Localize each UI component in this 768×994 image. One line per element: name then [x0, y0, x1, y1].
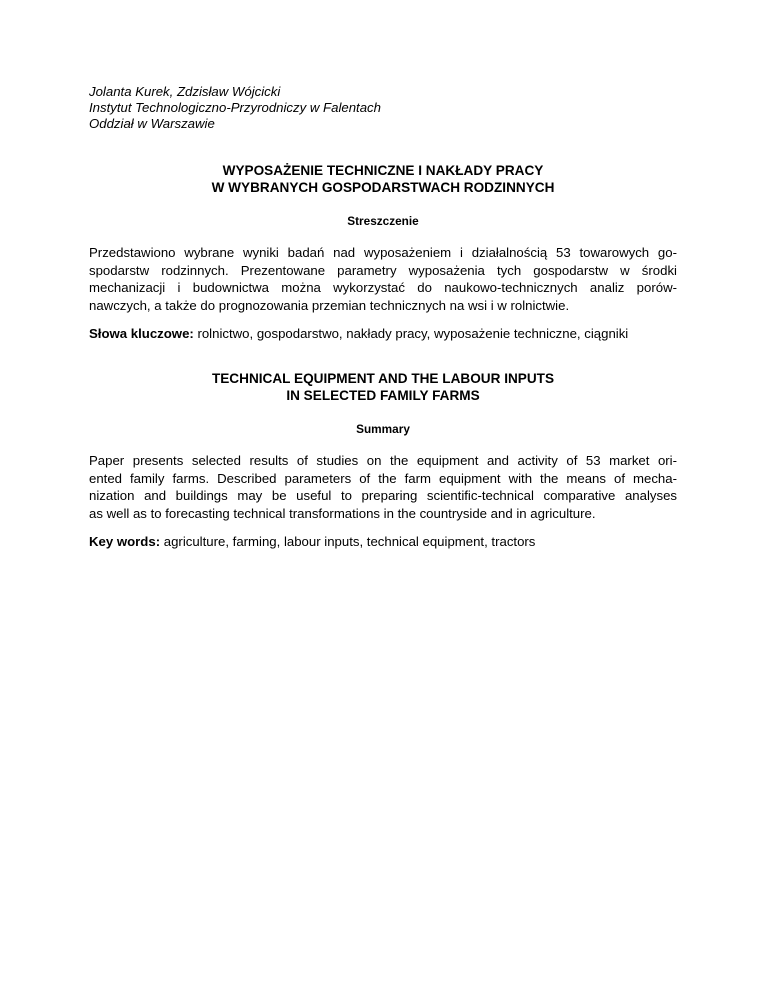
english-abstract	[89, 452, 677, 522]
polish-title-line: W WYBRANYCH GOSPODARSTWACH RODZINNYCH	[211, 180, 555, 195]
polish-keywords-list: rolnictwo, gospodarstwo, nakłady pracy, wyposażenie techniczne, ciągniki	[193, 326, 629, 341]
english-abstract-heading: Summary	[356, 422, 410, 436]
english-title	[89, 370, 677, 404]
polish-title-line: WYPOSAŻENIE TECHNICZNE I NAKŁADY PRACY	[222, 163, 544, 178]
english-title-line: IN SELECTED FAMILY FARMS	[286, 388, 480, 403]
polish-abstract-line: nawczych, a także do prognozowania przemian technicznych na wsi i w rolnictwie.	[89, 297, 570, 313]
english-abstract-line: as well as to forecasting technical transformations in the countryside and in agriculture.	[89, 505, 596, 521]
paper-page	[89, 84, 677, 550]
author-block	[89, 84, 677, 132]
english-keywords-list: agriculture, farming, labour inputs, technical equipment, tractors	[160, 534, 536, 549]
polish-abstract	[89, 244, 677, 314]
polish-abstract-line: Przedstawiono wybrane wyniki badań nad wyposażeniem i działalnością 53 towarowych go-	[89, 245, 677, 260]
english-abstract-line: ented family farms. Described parameters of the farm equipment with the means of mecha-	[89, 470, 677, 486]
author-branch: Oddział w Warszawie	[89, 116, 215, 131]
polish-keywords-label: Słowa kluczowe:	[89, 326, 194, 341]
author-names: Jolanta Kurek, Zdzisław Wójcicki	[89, 84, 281, 99]
polish-title	[89, 162, 677, 196]
author-institute: Instytut Technologiczno-Przyrodniczy w Falentach	[89, 100, 381, 115]
english-abstract-line: Paper presents selected results of studies on the equipment and activity of 53 market ori-	[89, 453, 677, 468]
english-keywords	[89, 533, 677, 550]
english-title-line: TECHNICAL EQUIPMENT AND THE LABOUR INPUTS	[211, 371, 555, 386]
polish-abstract-line: spodarstw rodzinnych. Prezentowane parametry wyposażenia tych gospodarstw w środki	[89, 262, 677, 278]
polish-abstract-heading: Streszczenie	[347, 214, 419, 228]
polish-abstract-line: mechanizacji i budownictwa można wykorzystać do naukowo-technicznych analiz porów-	[89, 280, 677, 295]
english-keywords-label: Key words:	[89, 534, 161, 549]
polish-keywords	[89, 325, 677, 342]
english-abstract-line: nization and buildings may be useful to preparing scientific-technical comparative analyses	[89, 488, 677, 503]
